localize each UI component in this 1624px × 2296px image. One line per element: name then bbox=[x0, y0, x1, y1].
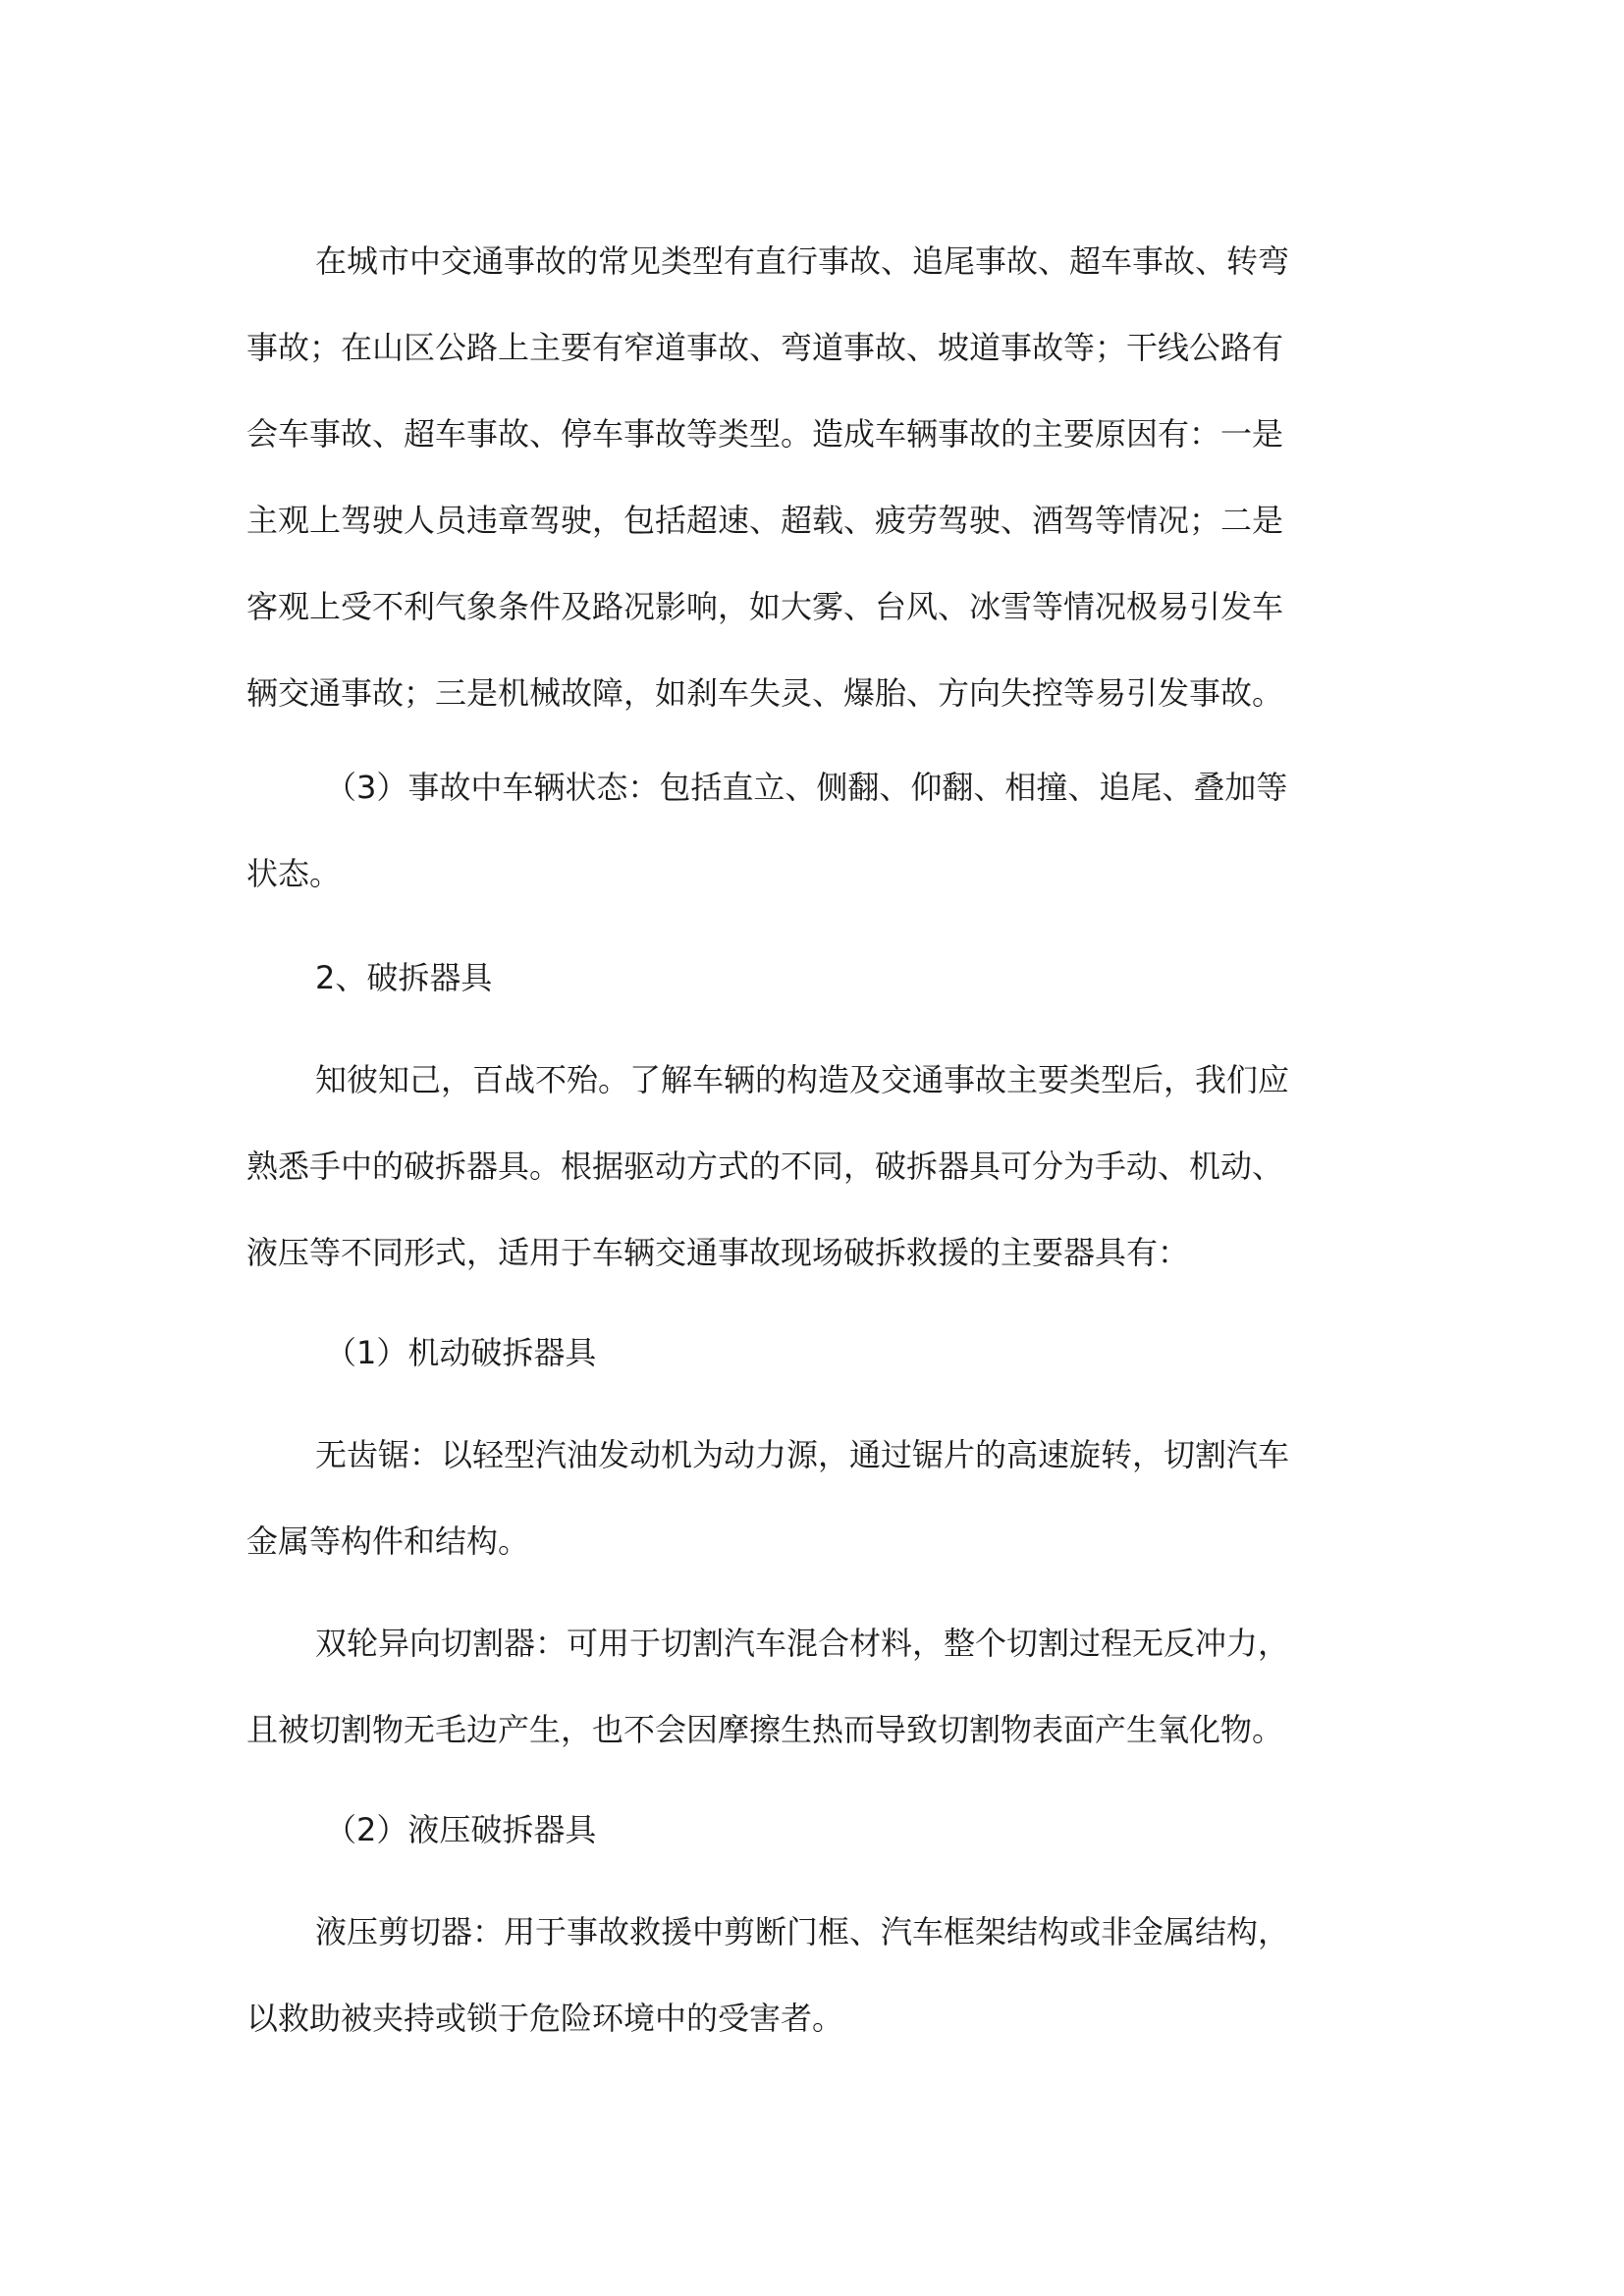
paragraph-dual-wheel-cutter bbox=[246, 1600, 1385, 1773]
text-line: 无齿锯：以轻型汽油发动机为动力源，通过锯片的高速旋转，切割汽车 bbox=[315, 1436, 1290, 1473]
text-line: 客观上受不利气象条件及路况影响，如大雾、台风、冰雪等情况极易引发车 bbox=[246, 588, 1284, 625]
heading-line: （1）机动破拆器具 bbox=[325, 1334, 597, 1371]
section-heading-demolition-tools bbox=[246, 934, 1385, 1021]
text-line: 在城市中交通事故的常见类型有直行事故、追尾事故、超车事故、转弯 bbox=[315, 242, 1290, 280]
heading-line: 2、破拆器具 bbox=[315, 959, 493, 996]
paragraph-hydraulic-shear bbox=[246, 1889, 1385, 2061]
text-line: 以救助被夹持或锁于危险环境中的受害者。 bbox=[246, 2000, 844, 2037]
text-line: 熟悉手中的破拆器具。根据驱动方式的不同，破拆器具可分为手动、机动、 bbox=[246, 1148, 1284, 1185]
text-line: 知彼知己，百战不殆。了解车辆的构造及交通事故主要类型后，我们应 bbox=[315, 1061, 1290, 1098]
text-line: 金属等构件和结构。 bbox=[246, 1522, 530, 1560]
text-line: 液压等不同形式，适用于车辆交通事故现场破拆救援的主要器具有： bbox=[246, 1234, 1190, 1271]
paragraph-tools-intro bbox=[246, 1037, 1385, 1296]
paragraph-accident-types bbox=[246, 218, 1385, 736]
text-line: 且被切割物无毛边产生，也不会因摩擦生热而导致切割物表面产生氧化物。 bbox=[246, 1711, 1284, 1748]
text-line: 主观上驾驶人员违章驾驶，包括超速、超载、疲劳驾驶、酒驾等情况；二是 bbox=[246, 502, 1284, 539]
heading-line: （2）液压破拆器具 bbox=[325, 1811, 597, 1848]
text-line: 液压剪切器：用于事故救援中剪断门框、汽车框架结构或非金属结构， bbox=[315, 1913, 1290, 1950]
text-line: 事故；在山区公路上主要有窄道事故、弯道事故、坡道事故等；干线公路有 bbox=[246, 329, 1284, 366]
text-line: 双轮异向切割器：可用于切割汽车混合材料，整个切割过程无反冲力， bbox=[315, 1625, 1290, 1662]
paragraph-toothless-saw bbox=[246, 1412, 1385, 1584]
text-line: 会车事故、超车事故、停车事故等类型。造成车辆事故的主要原因有：一是 bbox=[246, 415, 1284, 453]
subheading-hydraulic-tools bbox=[246, 1787, 1385, 1873]
text-line: （3）事故中车辆状态：包括直立、侧翻、仰翻、相撞、追尾、叠加等 bbox=[325, 769, 1288, 806]
text-line: 状态。 bbox=[246, 855, 342, 892]
subheading-motorized-tools bbox=[246, 1309, 1385, 1396]
text-line: 辆交通事故；三是机械故障，如刹车失灵、爆胎、方向失控等易引发事故。 bbox=[246, 674, 1284, 712]
paragraph-vehicle-state bbox=[246, 744, 1385, 917]
